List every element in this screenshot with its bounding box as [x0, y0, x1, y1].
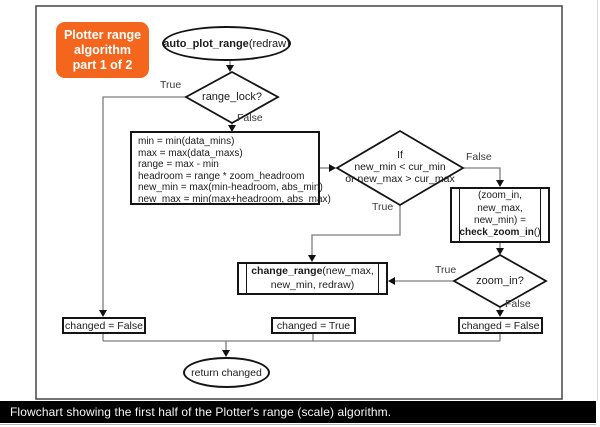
compute-line: new_max = min(max+headroom, abs_max)	[138, 193, 331, 205]
compute-line: min = min(data_mins)	[138, 136, 235, 147]
title-badge-line: part 1 of 2	[72, 57, 133, 72]
arrow-down-icon	[226, 65, 234, 72]
title-badge-line: algorithm	[74, 42, 131, 57]
arrowheads	[99, 65, 504, 357]
subroutine-check-zoom-in	[450, 187, 550, 243]
predefined-process-bar	[246, 264, 247, 293]
decision-range-lock	[186, 72, 278, 123]
process-changed-false-right: changed = False	[458, 317, 543, 334]
check-zoom-line: new_max,	[477, 202, 523, 214]
change-range-args: (new_max,	[322, 265, 374, 277]
change-range-line	[239, 265, 386, 279]
terminal-return: return changed	[183, 357, 270, 388]
terminal-start-name: auto_plot_range	[163, 37, 249, 50]
check-zoom-args: ()	[533, 227, 541, 239]
terminal-start-args: (redraw)	[248, 37, 290, 50]
edge-rangelock-true	[103, 97, 186, 315]
compute-line: headroom = range * zoom_headroom	[138, 170, 305, 182]
process-changed-true: changed = True	[271, 317, 356, 334]
edge-bounds-false	[463, 168, 500, 185]
change-range-name: change_range	[251, 265, 323, 277]
edge-label-false: False	[466, 151, 492, 163]
process-compute-range	[130, 131, 331, 205]
predefined-process-bar	[540, 189, 541, 241]
arrow-down-icon	[496, 248, 504, 255]
predefined-process-bar	[378, 264, 379, 293]
arrow-down-icon	[99, 310, 107, 317]
edge-label-true: True	[160, 79, 182, 91]
arrow-left-icon	[388, 277, 395, 285]
decision-range-lock-label: range_lock?	[202, 91, 262, 103]
decision-zoom-in	[454, 255, 546, 307]
arrow-down-icon	[308, 255, 316, 262]
decision-zoom-in-label: zoom_in?	[476, 275, 524, 287]
predefined-process-bar	[459, 189, 460, 241]
title-badge-line: Plotter range	[63, 27, 142, 42]
page-bottom-edge	[0, 424, 596, 425]
compute-line: range = max - min	[138, 159, 219, 171]
caption-bar	[0, 401, 596, 423]
arrow-down-icon	[496, 180, 504, 187]
check-zoom-name: check_zoom_in	[459, 227, 534, 239]
subroutine-change-range	[237, 262, 388, 295]
decision-bounds-line: If	[397, 149, 403, 161]
connector-lines	[103, 61, 500, 355]
compute-line: max = max(data_maxs)	[138, 147, 243, 159]
arrow-down-icon	[222, 350, 230, 357]
edge-label-false: False	[237, 112, 263, 124]
compute-line: new_min = max(min-headroom, abs_min)	[138, 182, 323, 194]
change-range-line: new_min, redraw)	[270, 278, 355, 291]
arrow-down-icon	[496, 310, 504, 317]
check-zoom-line	[452, 227, 548, 239]
decision-bounds	[337, 131, 463, 205]
check-zoom-line: new_min) =	[474, 215, 526, 226]
check-zoom-line: (zoom_in,	[478, 190, 522, 202]
terminal-start	[162, 26, 291, 61]
decision-bounds-line: or new_max > cur_max	[345, 173, 455, 185]
edge-bounds-true	[312, 205, 400, 260]
edge-label-true: True	[435, 264, 457, 276]
process-changed-false-left: changed = False	[62, 317, 146, 334]
title-badge	[56, 22, 149, 78]
edge-label-false: False	[505, 298, 531, 310]
edge-label-true: True	[372, 201, 394, 213]
arrow-right-icon	[329, 164, 336, 172]
caption-text: Flowchart showing the first half of the Plotter's range (scale) algorithm.	[10, 405, 392, 419]
decision-bounds-line: new_min < cur_min	[354, 161, 446, 173]
